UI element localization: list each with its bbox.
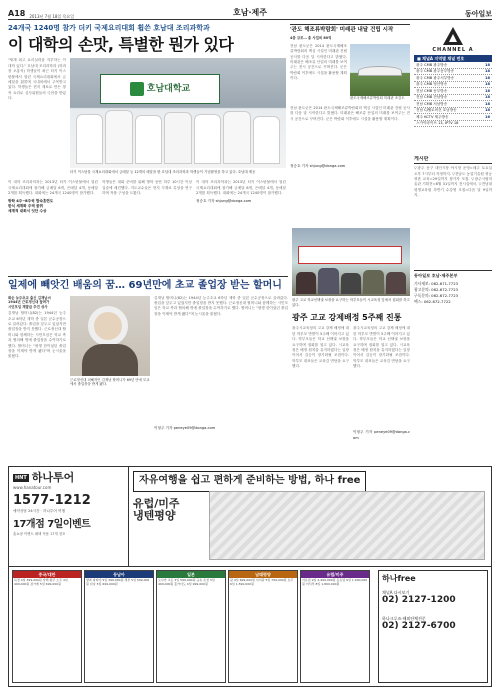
- protest-photo: [292, 228, 410, 296]
- sidebar-story-byline: 정승호 기자 shjung@donga.com: [290, 163, 346, 168]
- contact-line: 기사제보: 062-671-7723: [414, 280, 459, 286]
- channel-a-title: CHANNEL A: [432, 47, 474, 53]
- contact-line: 구독문의: 062-672-7723: [414, 292, 459, 298]
- story3-body: 광주시교육청의 고교 강제 배정에 대한 학부모 반발이 5주째 이어지고 있다. 학부모들은 학교 선택권 보장을 요구하며 집회를 열고 있다. 시교육청은 배정 원칙을 유지하겠다는 입장이어서 갈등이 장기화될 조짐이다. 학부모 대표들은 교육감 면담을 요구했다.: [292, 326, 349, 369]
- lead-photo-caption: 터키 이스탄불 국제요리대회에서 금메달 등 12개의 메달을 딴 호남대 조리과학과 학생들이 기념촬영을 하고 있다. 호남대 제공: [70, 170, 256, 175]
- tour-product-region: 유럽/미주: [301, 571, 369, 578]
- channel-number: 18: [484, 75, 490, 80]
- tour-product-region: 남태평양: [229, 571, 297, 578]
- hanatour-logo-icon: HNT: [15, 474, 27, 481]
- tour-product-details: 괌 4일 699,000원 사이판 5일 799,000원 호주 6일 1,590,000원: [230, 578, 294, 586]
- story2-sub-3: 시민모임 재발급 추진 성사: [8, 304, 48, 309]
- story-school-assignment: [292, 228, 410, 461]
- channel-provider: 광주 CMB 영산방송: [416, 82, 448, 87]
- hanafree-line1: 채널A 다시보기: [382, 590, 410, 595]
- channel-number: 18: [484, 95, 490, 100]
- story2-sub-2: 1944년 근로정신대 끌려가: [8, 300, 50, 305]
- university-logo-icon: [130, 82, 144, 96]
- notice-title: 게시판: [414, 156, 492, 164]
- hanatour-illustration: [209, 491, 485, 560]
- hanatour-phone-sub: 예약상담 24시간 · 하나투어 여행: [13, 509, 65, 513]
- hanatour-event-sub: 홈쇼핑 이벤트 혜택 적용 17개 점포: [13, 531, 66, 536]
- sidebar-story-body: 전남 완도군은 2014 완도국제해조류박람회의 핵심 시설인 미래관 건립 공사를 다음 달 시작한다고 밝혔다. 미래관은 해조류 산업의 미래를 보여주는 전시 공간으로 꾸며진다. 군은 박람회 이후에도 시설을 활용할 계획이다.: [290, 43, 347, 81]
- lead-intro-column: [8, 58, 66, 176]
- channel-a-box: [414, 24, 492, 152]
- channel-provider: 광주 CMB 광주방송: [416, 62, 448, 67]
- hanatour-brand-block: [9, 467, 129, 566]
- sidebar-story-subhead: 4층 규모… 총 사업비 80억: [290, 36, 332, 41]
- tour-product-ad: [300, 570, 370, 683]
- notice-board: [414, 156, 492, 371]
- lead-body-3: 학생들은 대회 준비를 위해 방학 동안 하루 10시간 이상 실습에 매진했다. 지도교수들은 현지 식재료 특성을 연구하며 작품 구성을 도왔다.: [102, 180, 192, 196]
- lead-subhead-1: 방학 4주∼8주씩 합숙훈련도: [8, 198, 54, 203]
- lead-body-2: 이 대학 조리과학과는 2013년 터키 이스탄불에서 열린 국제요리대회에 참가해 금메달 6개, 은메달 4개, 동메달 2개를 획득했다. 대회에는 24개국 1240명이 참가했다.: [8, 180, 98, 196]
- tour-product-region: 중국/대만: [13, 571, 81, 578]
- hanatour-event: 17개점 7일이벤트: [13, 519, 91, 531]
- story2-headline: 일제에 빼앗긴 배움의 꿈… 69년만에 초교 졸업장 받는 할머니: [8, 280, 282, 291]
- hanafree-brand: 하나free: [382, 574, 416, 583]
- lead-body-columns: [8, 180, 286, 266]
- tour-product-region: 일본: [157, 571, 225, 578]
- contact-title: 동아일보 호남·제주본부: [414, 273, 458, 279]
- expo-photo-caption: 완도국제해조류박람회 미래관 조감도: [350, 95, 405, 100]
- sidebar-story: [290, 24, 410, 224]
- hanatour-tag: 유럽/미주 냉텐평양: [133, 496, 180, 522]
- story2-body-cont: 김재남 할머니(82)는 1944년 능주초교 6학년 재학 중 일본 군수공장으로 끌려갔다. 졸업을 앞두고 있었지만 졸업장을 받지 못했다. 근로정신대 할머니와 함께하는 시민모임은 학교 측과 협의해 명예 졸업장을 수여하기로 했다. 할머니는 "평생 한이었던 졸업장을 이제야 받게 됐다"며 눈시울을 붉혔다.: [154, 295, 288, 316]
- channel-a-logo: [414, 24, 492, 55]
- channel-number: 18: [484, 108, 490, 113]
- story3-headline: 광주 고교 강제배정 5주째 진통: [292, 313, 402, 323]
- channel-provider: 전남 CJ헬로비전 호남방송: [416, 108, 457, 113]
- contact-line: 광고문의: 062-672-7723: [414, 286, 459, 292]
- channel-provider: 전남 CMB 동부방송: [416, 88, 448, 93]
- university-sign: [100, 74, 220, 104]
- lead-story: [8, 24, 286, 272]
- channel-list-heading: ■ 채널A 지역별 채널 번호: [414, 55, 492, 62]
- channel-number: 18: [484, 69, 490, 74]
- channel-number: 16: [484, 114, 490, 119]
- sidebar-story-body-cont: 전남 완도군은 2014 완도국제해조류박람회의 핵심 시설인 미래관 건립 공사를 다음 달 시작한다고 밝혔다. 미래관은 해조류 산업의 미래를 보여주는 전시 공간으로 꾸며진다. 군은 박람회 이후에도 시설을 활용할 계획이다.: [290, 105, 410, 121]
- channel-provider: 스카이라이프 13, IPTV 18: [416, 121, 459, 126]
- lead-byline: 정승호 기자 shjung@donga.com: [196, 198, 252, 203]
- students-group: [76, 109, 280, 164]
- tour-product-ad: [84, 570, 154, 683]
- channel-number: 18: [484, 82, 490, 87]
- expo-rendering-photo: [350, 44, 410, 96]
- tour-product-ad: [12, 570, 82, 683]
- publisher-name: 동아일보: [464, 10, 492, 19]
- channel-list-item: [414, 121, 492, 127]
- channel-provider: 제주 KCTV 제주방송: [416, 114, 449, 119]
- hanafree-phone2: 02) 2127-6700: [382, 621, 456, 632]
- story-grandmother: [8, 276, 288, 461]
- lead-headline: 이 대학의 손맛, 특별한 뭔가 있다: [8, 34, 234, 54]
- tour-product-ad: [156, 570, 226, 683]
- channel-a-logo-icon: [442, 26, 464, 46]
- channel-provider: 광주 CMB 광주동부방송: [416, 69, 455, 74]
- story3-body-cont: 광주시교육청의 고교 강제 배정에 대한 학부모 반발이 5주째 이어지고 있다. 학부모들은 학교 선택권 보장을 요구하며 집회를 열고 있다. 시교육청은 배정 원칙을 유지하겠다는 입장이어서 갈등이 장기화될 조짐이다. 학부모 대표들은 교육감 면담을 요구했다.: [353, 326, 410, 369]
- tour-product-details: 북경 4일 399,000원 상해 항주 소주 4일 499,000원 장가계 5일 699,000원: [14, 578, 68, 586]
- tour-product-details: 서유럽 9일 2,490,000원 동유럽 9일 1,990,000원 미서부 8일 1,890,000원: [302, 578, 368, 586]
- hanatour-ad: [8, 466, 492, 687]
- lead-body-2-cont: 이 대학 조리과학과는 2013년 터키 이스탄불에서 열린 국제요리대회에 참가해 금메달 6개, 은메달 4개, 동메달 2개를 획득했다. 대회에는 24개국 1240명이 참가했다.: [196, 180, 286, 196]
- tour-product-details: 방콕 파타야 5일 399,000원 세부 5일 599,000원 다낭 5일 699,000원: [86, 578, 150, 586]
- notice-body: ▽광주 동구 대인시장 야시장 운영=매주 토요일 오후 7시부터 자정까지. ▽전남도 농업기술원 귀농귀촌 교육=29일까지 참가자 모집. ▽광주시립미술관 기획전=8월 31일까지 전시실에서. ▽전남대 평생교육원 하반기 수강생 모집=다음 달 9일까지.: [414, 166, 492, 198]
- page-header: [8, 6, 492, 20]
- hanatour-phone: 1577-1212: [13, 492, 91, 508]
- channel-number: 18: [484, 101, 490, 106]
- hanatour-headline: 자유여행을 쉽고 편하게 준비하는 방법, 하나 free: [133, 471, 366, 492]
- section-title: 호남·제주: [233, 8, 267, 17]
- story2-byline: 이형주 기자 peneye09@donga.com: [154, 425, 216, 430]
- tour-product-details: 오사카 교토 3일 599,000원 규슈 온천 3일 499,000원 홋카이도 4일 999,000원: [158, 578, 215, 586]
- contact-list: [414, 281, 492, 305]
- channel-number: 18: [484, 88, 490, 93]
- channel-list: [414, 62, 492, 127]
- lead-kicker: 24개국 1240명 참가 더키 국제요리대회 휩쓴 호남대 조리과학과: [8, 24, 210, 32]
- channel-provider: 광주 CMB 광주서부방송: [416, 75, 455, 80]
- lead-subhead-3: 세계적 대회서 잇단 수상: [8, 209, 47, 214]
- grandmother-photo: [70, 296, 150, 376]
- university-sign-text: 호남대학교: [146, 83, 191, 94]
- lead-subhead-2: 한식 세계화 주역 꿈꿔: [8, 203, 43, 208]
- hanafree-line2: 하나크루즈·해외단체전문: [382, 616, 426, 622]
- channel-provider: 전남 CMB 서남방송: [416, 101, 448, 106]
- tour-product-region: 동남아: [85, 571, 153, 578]
- hanatour-url: www.hanatour.com: [13, 484, 52, 490]
- grandmother-photo-caption: 근로정신대 피해자인 김재남 할머니가 69년 만에 모교에서 졸업장을 받게 됐다.: [70, 377, 150, 387]
- story2-sub-1: 회순 능주초교 출신 김재남씨: [8, 295, 51, 300]
- tour-product-ad: [228, 570, 298, 683]
- hanafree-block: [378, 570, 488, 683]
- channel-number: 18: [484, 62, 490, 67]
- story3-byline: 이형주 기자 peneye09@donga.com: [353, 430, 410, 440]
- sidebar-story-headline: '관도 해조류박람회' 미래관 내달 건립 시작: [290, 24, 410, 33]
- page-number: A18: [8, 9, 26, 18]
- issue-date: 2013년 7월 18일 목요일: [29, 14, 75, 19]
- story2-body: 김재남 할머니(82)는 1944년 능주초교 6학년 재학 중 일본 군수공장으로 끌려갔다. 졸업을 앞두고 있었지만 졸업장을 받지 못했다. 근로정신대 할머니와 함께하는 시민모임은 학교 측과 협의해 명예 졸업장을 수여하기로 했다. 할머니는 "평생 한이었던 졸업장을 이제야 받게 됐다"며 눈시울을 붉혔다.: [8, 311, 66, 359]
- hanatour-brand: 하나투어: [31, 471, 75, 484]
- lead-body-1: "세계 최고 요리실력을 자부하는 이 대학 있다." 호남대 조리과학과 (학과장 오홍석) 학생들이 최근 터키 이스탄불에서 열린 국제요리대회에서 금메달을 휩쓸며 국내외에서 주목받고 있다. 학생들은 현지 재료로 만든 창작 요리로 심사위원들의 극찬을 받았다.: [8, 58, 66, 101]
- channel-provider: 전남 CMB 전남방송: [416, 95, 448, 100]
- hanafree-phone1: 02) 2127-1200: [382, 595, 456, 605]
- lead-photo: [70, 58, 286, 168]
- protest-photo-caption: 광주 고교 학교선택권 보장을 요구하는 학부모들이 시교육청 앞에서 집회를 하고 있다.: [292, 298, 410, 307]
- contact-line: 팩스: 062-672-7722: [414, 298, 451, 304]
